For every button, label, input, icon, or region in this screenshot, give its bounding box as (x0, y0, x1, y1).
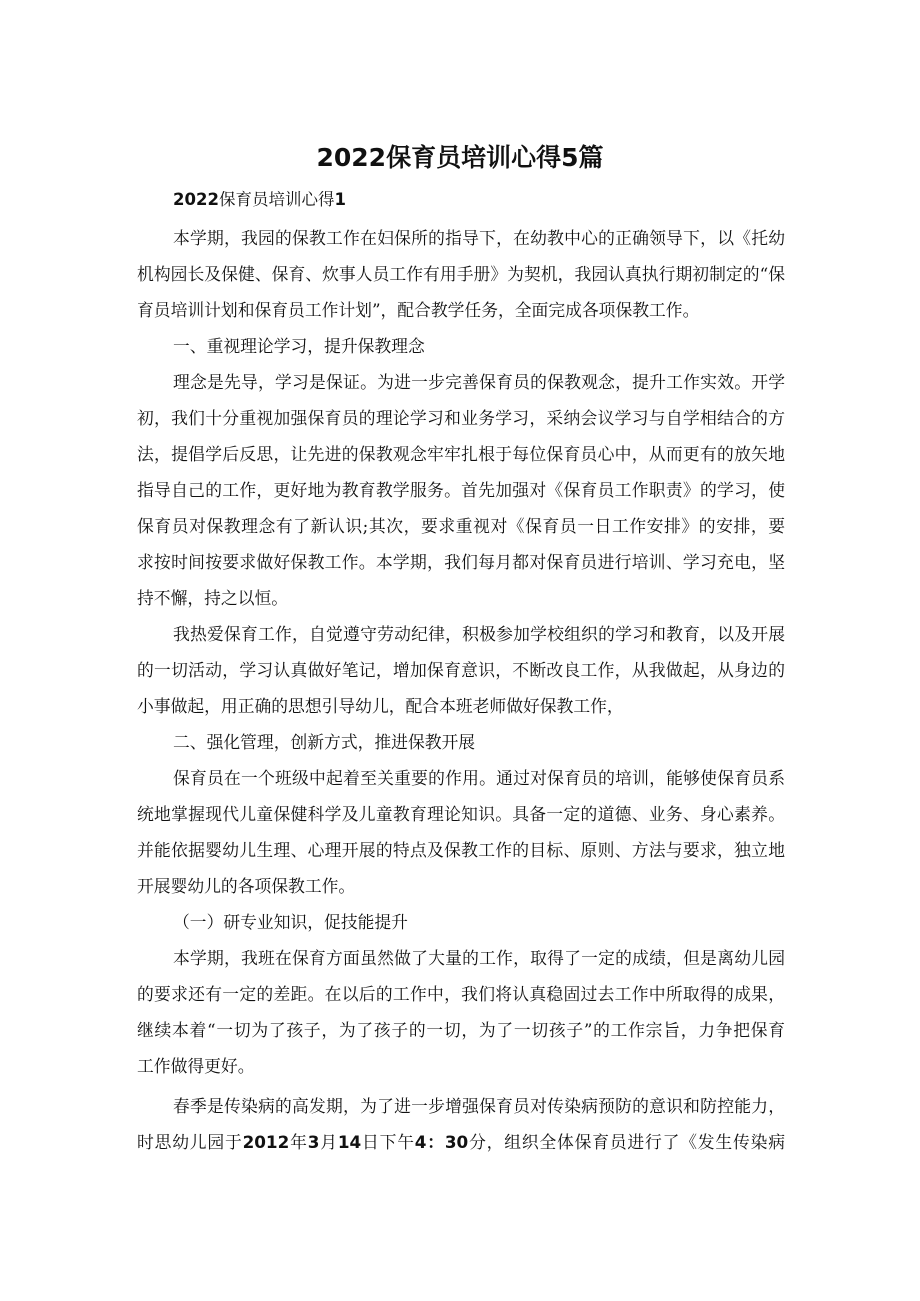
line-segment: 分，组织全体保育员进行了《发生传染病 (468, 1132, 785, 1152)
document-subtitle (137, 182, 785, 218)
line-segment: 日下午 (361, 1132, 415, 1152)
subtitle-year: 2022 (173, 190, 219, 209)
paragraph-line: 本学期，我班在保育方面虽然做了大量的工作，取得了一定的成绩，但是离幼儿园 (173, 948, 785, 968)
paragraph-line: 理念是先导，学习是保证。为进一步完善保育员的保教观念，提升工作实效。开学 (173, 372, 785, 392)
paragraph-line: 我热爱保育工作，自觉遵守劳动纪律，积极参加学校组织的学习和教育，以及开展 (173, 624, 785, 644)
time-value: 4：30 (414, 1132, 469, 1152)
paragraph-line: 本学期，我园的保教工作在妇保所的指导下，在幼教中心的正确领导下，以《托幼 (173, 228, 785, 248)
date-year: 2012 (242, 1132, 290, 1152)
subtitle-text: 保育员培训心得 (218, 190, 335, 209)
section-heading: 二、强化管理，创新方式，推进保教开展 (173, 732, 476, 752)
subtitle-number: 1 (334, 190, 346, 209)
paragraph-line: 初，我们十分重视加强保育员的理论学习和业务学习，采纳会议学习与自学相结合的方 (137, 408, 785, 428)
paragraph-line: 保育员对保教理念有了新认识;其次，要求重视对《保育员一日工作安排》的安排，要 (137, 516, 785, 536)
paragraph (137, 940, 785, 1084)
paragraph-line: 春季是传染病的高发期，为了进一步增强保育员对传染病预防的意识和防控能力， (173, 1096, 785, 1116)
paragraph (137, 1088, 785, 1160)
date-day: 14 (337, 1132, 362, 1152)
paragraph (137, 760, 785, 904)
paragraph-line: 求按时间按要求做好保教工作。本学期，我们每月都对保育员进行培训、学习充电，坚 (137, 552, 785, 572)
paragraph-line: 开展婴幼儿的各项保教工作。 (137, 876, 356, 896)
paragraph-line: 机构园长及保健、保育、炊事人员工作有用手册》为契机，我园认真执行期初制定的“保 (137, 264, 785, 284)
paragraph-line: 持不懈，持之以恒。 (137, 588, 289, 608)
paragraph-line: 工作做得更好。 (137, 1056, 255, 1076)
paragraph-line: 小事做起，用正确的思想引导幼儿，配合本班老师做好保教工作， (137, 696, 624, 716)
paragraph-line: 并能依据婴幼儿生理、心理开展的特点及保教工作的目标、原则、方法与要求，独立地 (137, 840, 785, 860)
date-month: 3 (307, 1132, 320, 1152)
paragraph-line: 统地掌握现代儿童保健科学及儿童教育理论知识。具备一定的道德、业务、身心素养。 (137, 804, 785, 824)
paragraph-line: 的要求还有一定的差距。在以后的工作中，我们将认真稳固过去工作中所取得的成果， (137, 984, 785, 1004)
paragraph-line: 育员培训计划和保育员工作计划”，配合教学任务，全面完成各项保教工作。 (137, 300, 700, 320)
subsection-heading: （一）研专业知识，促技能提升 (173, 912, 408, 932)
paragraph (137, 364, 785, 616)
paragraph-line: 指导自己的工作，更好地为教育教学服务。首先加强对《保育员工作职责》的学习，使 (137, 480, 785, 500)
line-segment: 月 (319, 1132, 338, 1152)
line-segment: 年 (289, 1132, 308, 1152)
line-segment: 时思幼儿园于 (137, 1132, 243, 1152)
section-heading: 一、重视理论学习，提升保教理念 (173, 336, 425, 356)
paragraph-line: 法，提倡学后反思，让先进的保教观念牢牢扎根于每位保育员心中，从而更有的放矢地 (137, 444, 785, 464)
paragraph-line: 继续本着“一切为了孩子，为了孩子的一切，为了一切孩子”的工作宗旨，力争把保育 (137, 1020, 785, 1040)
document-body (137, 182, 785, 1160)
document-title: 2022保育员培训心得5篇 (316, 143, 604, 172)
paragraph (137, 616, 785, 724)
paragraph-line: 的一切活动，学习认真做好笔记，增加保育意识，不断改良工作，从我做起，从身边的 (137, 660, 785, 680)
paragraph-line (137, 1124, 785, 1160)
paragraph-line: 保育员在一个班级中起着至关重要的作用。通过对保育员的培训，能够使保育员系 (173, 768, 785, 788)
paragraph (137, 220, 785, 328)
